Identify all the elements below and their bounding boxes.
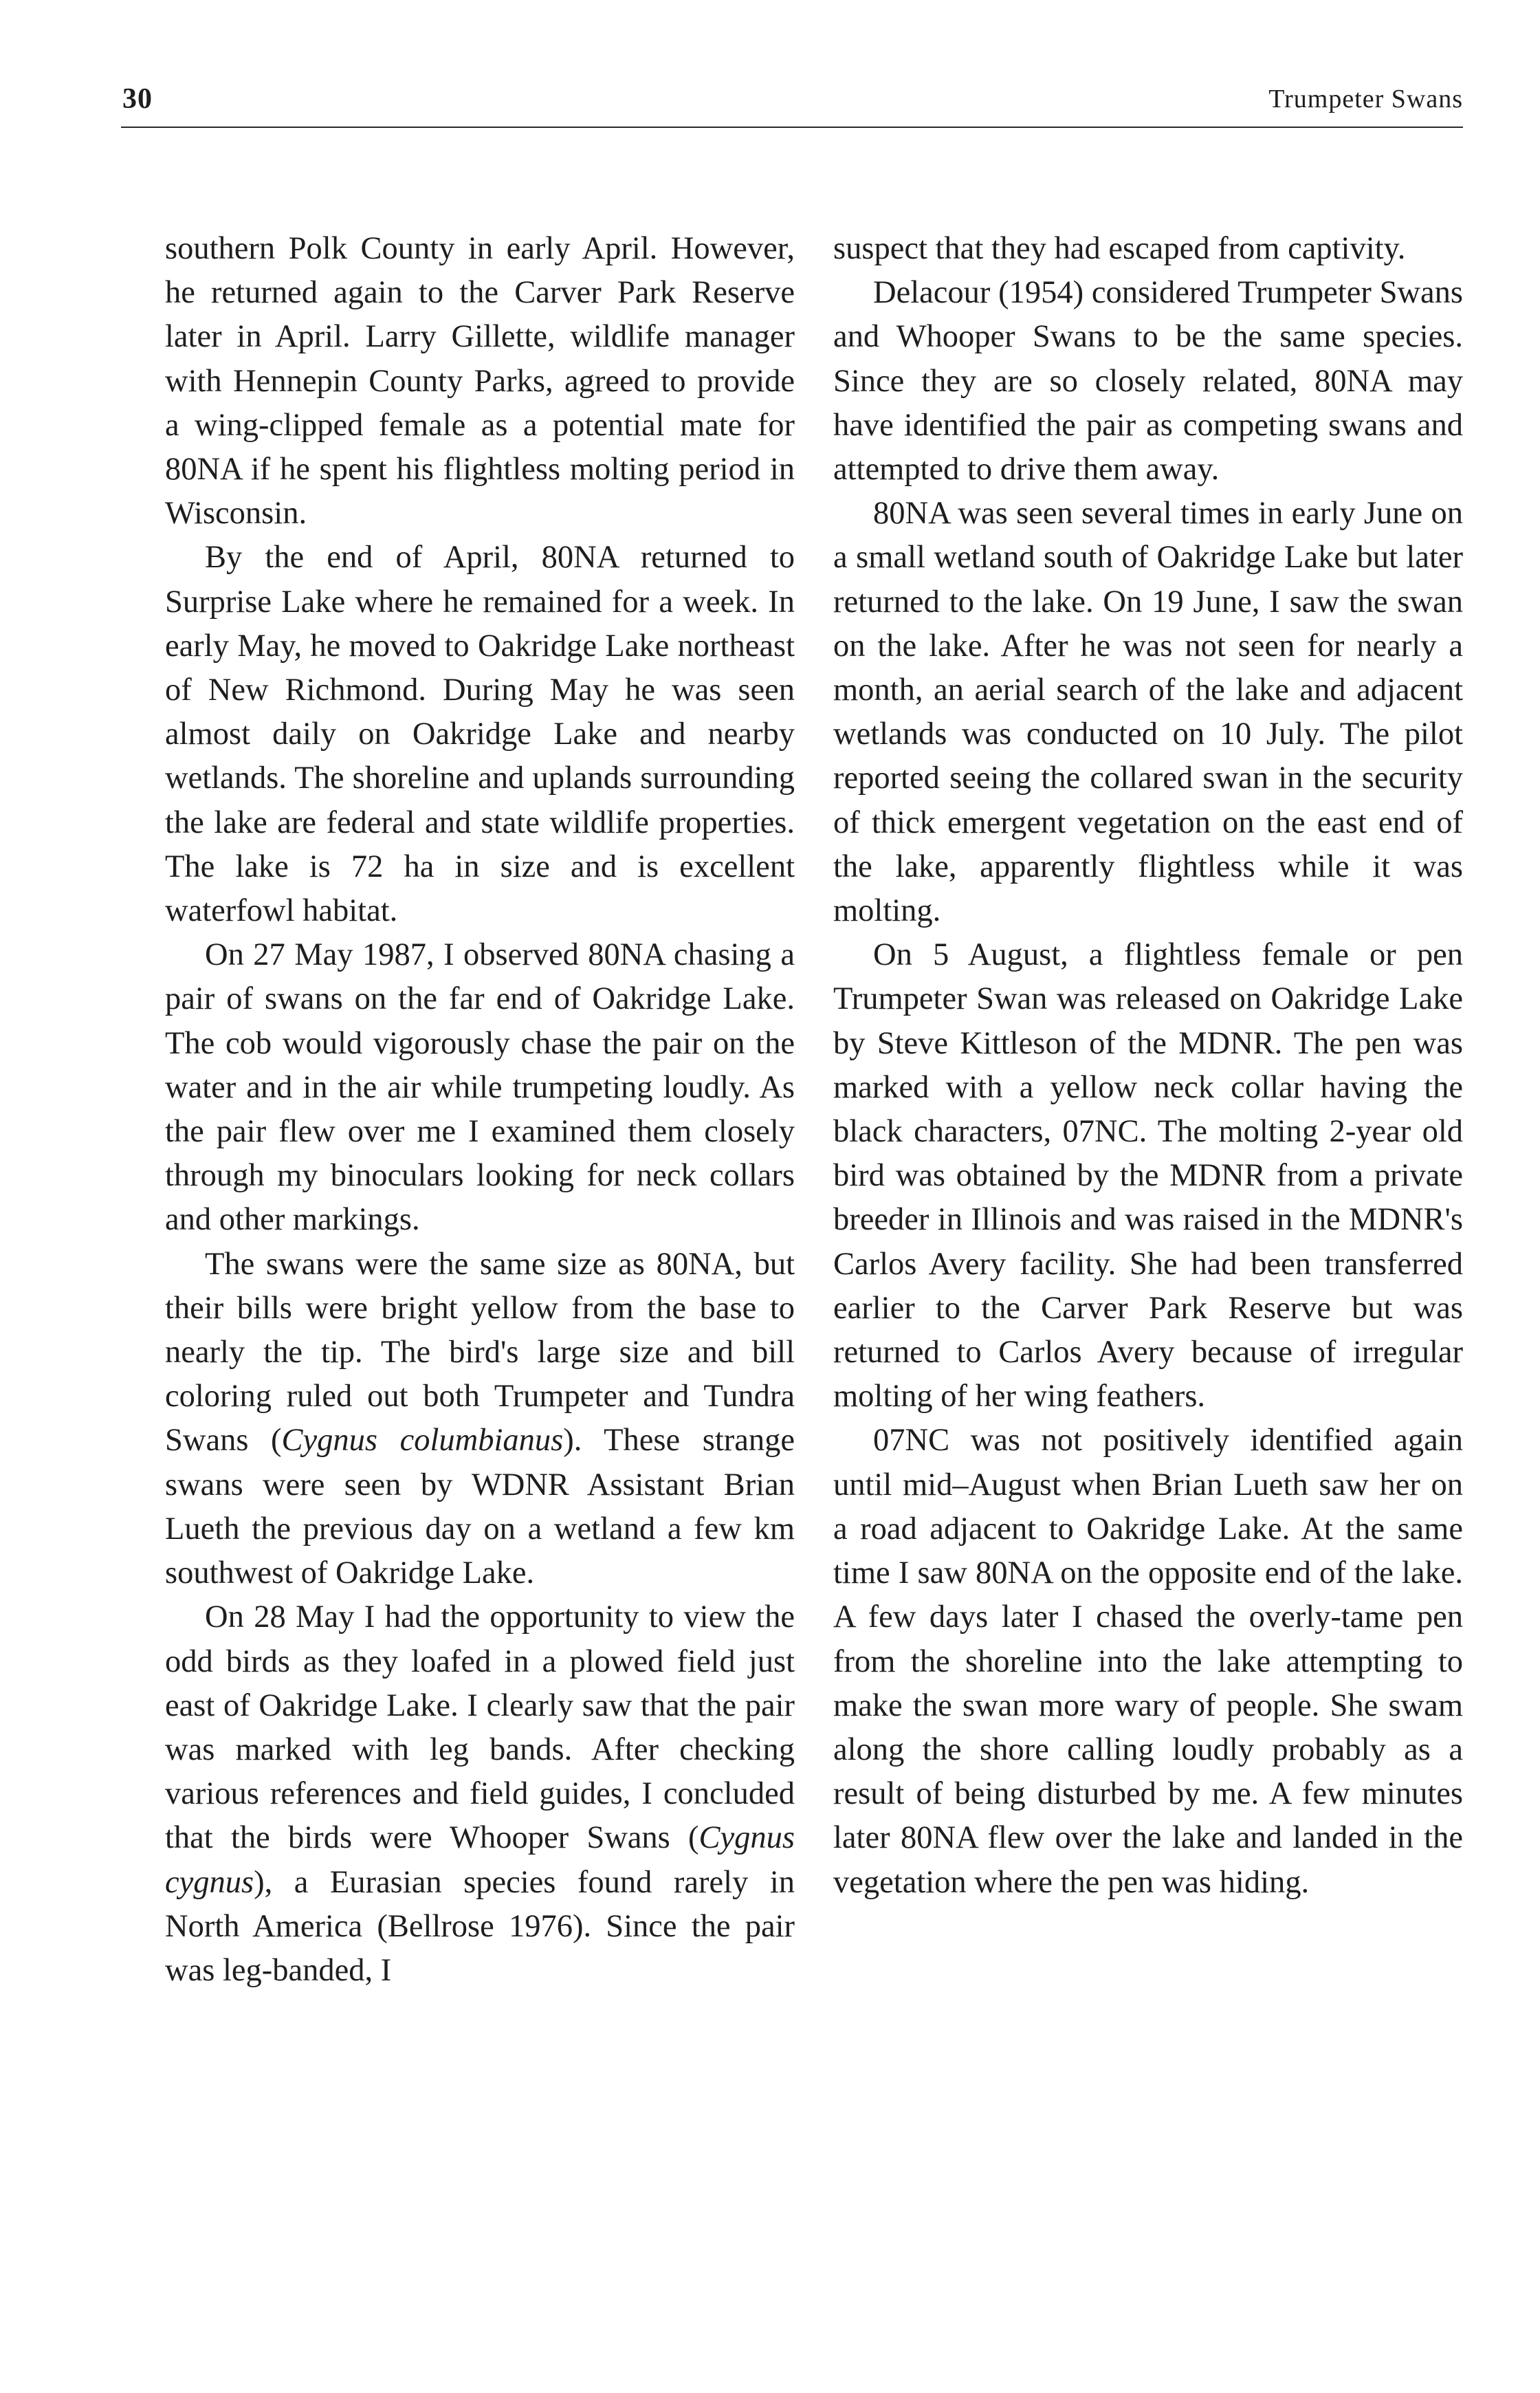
paragraph-text: ), a Eurasian species found rarely in North America (Bellrose 1976). Since the pair was leg-banded, I [165,1864,795,1988]
paragraph: Delacour (1954) considered Trumpeter Swans and Whooper Swans to be the same species. Since they are so closely related, 80NA may have identified the pair as competing swans and attempted to drive them away. [833,275,1463,488]
paragraph-text: ). These strange swans were seen by WDNR Assistant Brian Lueth the previous day on a wetland a few km southwest of Oakridge Lake. [165,1423,795,1591]
paragraph-text: The swans were the same size as 80NA, but their bills were bright yellow from the base to nearly the tip. The bird's large size and bill coloring ruled out both Trumpeter and Tundra Swans ( [165,1246,795,1458]
paragraph: southern Polk County in early April. However, he returned again to the Carver Park Reserve later in April. Larry Gillette, wildlife manager with Hennepin County Parks, agreed to provide a wing-clipped female as a potential mate for 80NA if he spent his flightless molting period in Wisconsin. [165,231,795,532]
paragraph: 07NC was not positively identified again until mid–August when Brian Lueth saw her on a road adjacent to Oakridge Lake. At the same time I saw 80NA on the opposite end of the lake. A few days later I chased the overly-tame pen from the shoreline into the lake attempting to make the swan more wary of people. She swam along the shore calling loudly probably as a result of being disturbed by me. A few minutes later 80NA flew over the lake and landed in the vegetation where the pen was hiding. [833,1423,1463,1900]
paragraph: 80NA was seen several times in early June on a small wetland south of Oakridge Lake but later returned to the lake. On 19 June, I saw the swan on the lake. After he was not seen for nearly a month, an aerial search of the lake and adjacent wetlands was conducted on 10 July. The pilot reported seeing the collared swan in the security of thick emergent vegetation on the east end of the lake, apparently flightless while it was molting. [833,496,1463,929]
paragraph [165,1243,795,1596]
right-column [833,227,1463,1905]
paragraph-text: On 28 May I had the opportunity to view the odd birds as they loafed in a plowed field just east of Oakridge Lake. I clearly saw that the pair was marked with leg bands. After checking various references and field guides, I concluded that the birds were Whooper Swans ( [165,1599,795,1856]
species-name: Cygnus columbianus [281,1423,564,1458]
paragraph: On 5 August, a flightless female or pen Trumpeter Swan was released on Oakridge Lake by Steve Kittleson of the MDNR. The pen was marked with a yellow neck collar having the black characters, 07NC. The molting 2-year old bird was obtained by the MDNR from a private breeder in Illinois and was raised in the MDNR's Carlos Avery facility. She had been transferred earlier to the Carver Park Reserve but was returned to Carlos Avery because of irregular molting of her wing feathers. [833,937,1463,1414]
running-title: Trumpeter Swans [1268,85,1463,113]
page-header [121,81,1463,128]
paragraph: By the end of April, 80NA returned to Surprise Lake where he remained for a week. In early May, he moved to Oakridge Lake northeast of New Richmond. During May he was seen almost daily on Oakridge Lake and nearby wetlands. The shoreline and uplands surrounding the lake are federal and state wildlife properties. The lake is 72 ha in size and is excellent waterfowl habitat. [165,540,795,929]
paragraph: suspect that they had escaped from captivity. [833,231,1406,266]
paragraph: On 27 May 1987, I observed 80NA chasing a pair of swans on the far end of Oakridge Lake. The cob would vigorously chase the pair on the water and in the air while trumpeting loudly. As the pair flew over me I examined them closely through my binoculars looking for neck collars and other markings. [165,937,795,1238]
left-column [165,227,795,1993]
paragraph [165,1595,795,1993]
species-name: Cygnus cygnus [165,1820,795,1900]
page-number: 30 [122,83,153,115]
